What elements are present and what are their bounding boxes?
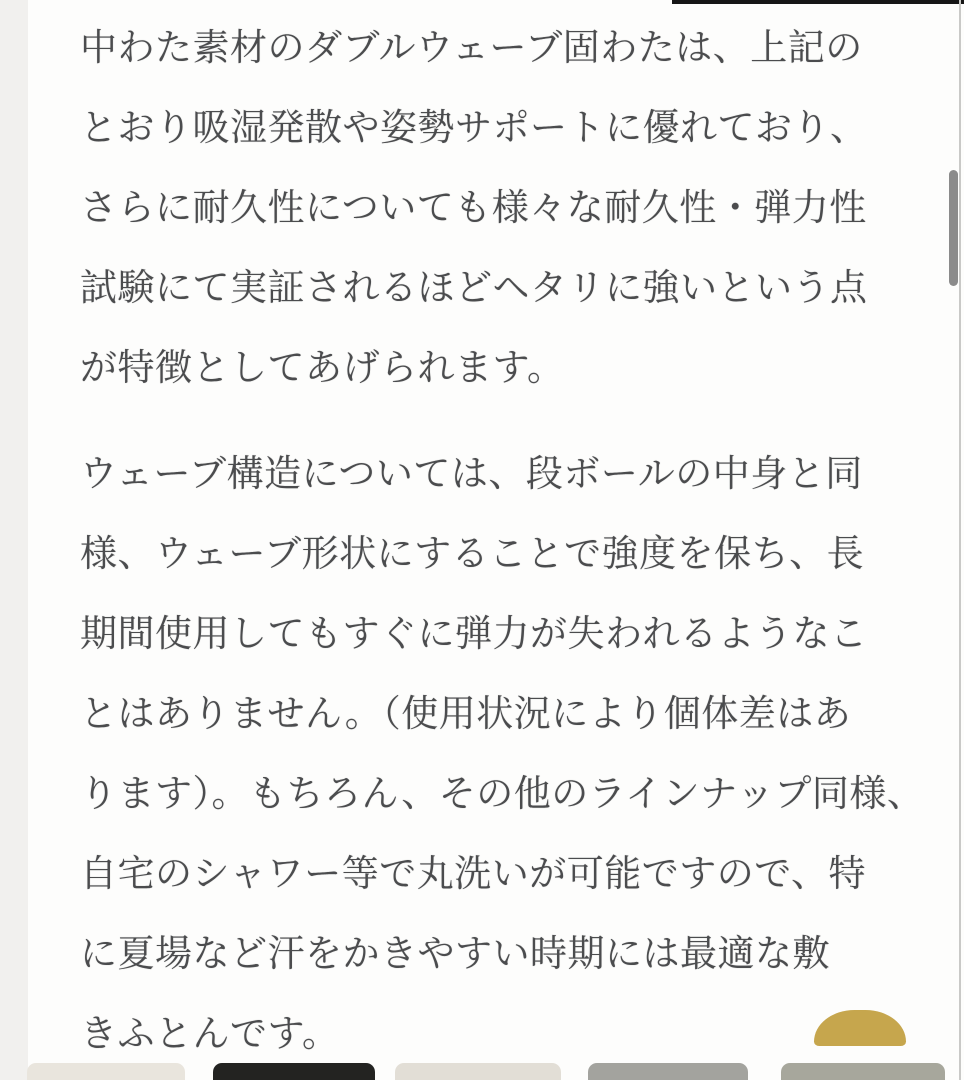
right-border-line xyxy=(959,0,961,1080)
description-line: に夏場など汗をかきやすい時期には最適な敷 xyxy=(80,932,830,975)
description-line: きふとんです。 xyxy=(80,1012,340,1055)
description-line: 様、ウェーブ形状にすることで強度を保ち、長 xyxy=(80,532,865,575)
gallery-thumbnail[interactable] xyxy=(213,1063,375,1080)
description-line: 中わた素材のダブルウェーブ固わたは、上記の xyxy=(80,26,863,69)
gallery-thumbnail[interactable] xyxy=(27,1063,185,1080)
scrollbar-thumb[interactable] xyxy=(949,170,958,286)
gallery-thumbnail[interactable] xyxy=(395,1063,561,1080)
gallery-thumbnail-row xyxy=(0,1063,964,1080)
description-paragraph-1 xyxy=(80,4,920,404)
description-line: ります）。もちろん、その他のラインナップ同様、 xyxy=(80,772,925,815)
description-line: さらに耐久性についても様々な耐久性・弾力性 xyxy=(80,186,867,229)
left-gutter xyxy=(0,0,28,1080)
description-line: とおり吸湿発散や姿勢サポートに優れており、 xyxy=(80,106,868,149)
gallery-thumbnail[interactable] xyxy=(588,1063,748,1080)
description-line: が特徴としてあげられます。 xyxy=(80,346,565,389)
description-line: 期間使用してもすぐに弾力が失われるようなこ xyxy=(80,612,868,655)
description-line: 試験にて実証されるほどヘタリに強いという点 xyxy=(80,266,868,309)
description-paragraph-2 xyxy=(80,430,925,1070)
description-line: 自宅のシャワー等で丸洗いが可能ですので、特 xyxy=(80,852,867,895)
description-line: ウェーブ構造については、段ボールの中身と同 xyxy=(80,452,863,495)
description-line: とはありません。（使用状況により個体差はあ xyxy=(80,692,852,735)
gallery-thumbnail[interactable] xyxy=(781,1063,945,1080)
product-description xyxy=(80,4,925,1070)
